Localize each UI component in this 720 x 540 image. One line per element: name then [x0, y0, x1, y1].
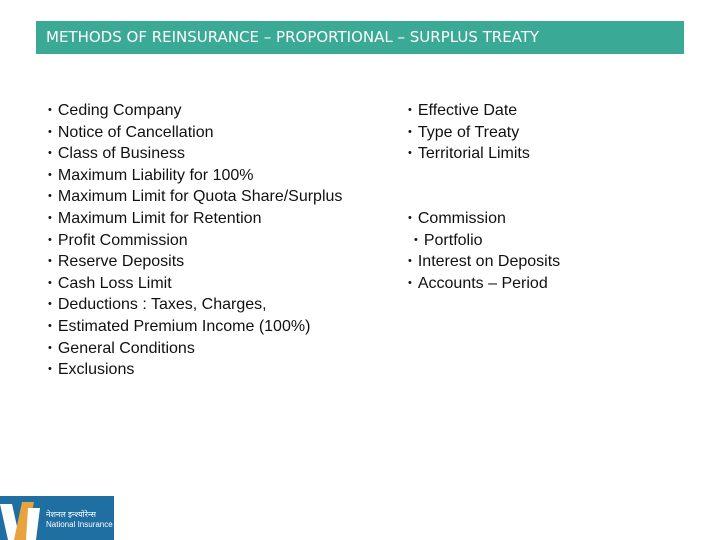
- list-item: • Ceding Company: [48, 102, 182, 119]
- list-item: • Estimated Premium Income (100%): [48, 317, 311, 335]
- national-insurance-logo-icon: [0, 496, 46, 540]
- logo-english-text: National Insurance: [46, 520, 113, 529]
- list-spacer: [408, 165, 560, 187]
- list-item: • Portfolio: [414, 231, 483, 249]
- list-item: • General Conditions: [48, 339, 195, 357]
- list-item: • Maximum Limit for Retention: [48, 209, 262, 227]
- list-item: • Reserve Deposits: [48, 253, 185, 271]
- list-spacer: [408, 186, 560, 208]
- list-item: • Notice of Cancellation: [48, 123, 214, 141]
- company-logo: [0, 496, 114, 540]
- left-bullet-list: [48, 100, 342, 381]
- right-bullet-list: [408, 100, 560, 294]
- page-title: METHODS OF REINSURANCE – PROPORTIONAL – SURPLUS TREATY: [36, 21, 684, 54]
- list-item: • Cash Loss Limit: [48, 274, 172, 292]
- list-item: • Deductions : Taxes, Charges,: [48, 296, 267, 314]
- list-item: • Type of Treaty: [408, 123, 520, 141]
- list-item: • Effective Date: [408, 102, 518, 119]
- logo-wordmark: [46, 510, 113, 530]
- list-item: • Profit Commission: [48, 231, 188, 249]
- list-item: • Territorial Limits: [408, 145, 530, 163]
- list-item: • Accounts – Period: [408, 274, 548, 292]
- list-item: • Interest on Deposits: [408, 253, 561, 271]
- list-item: • Maximum Limit for Quota Share/Surplus: [48, 188, 343, 206]
- list-item: • Class of Business: [48, 145, 186, 163]
- list-item: • Commission: [408, 209, 506, 227]
- logo-hindi-text: नेशनल इन्श्योरेन्स: [46, 510, 96, 519]
- list-item: • Maximum Liability for 100%: [48, 166, 254, 184]
- list-item: • Exclusions: [48, 361, 135, 379]
